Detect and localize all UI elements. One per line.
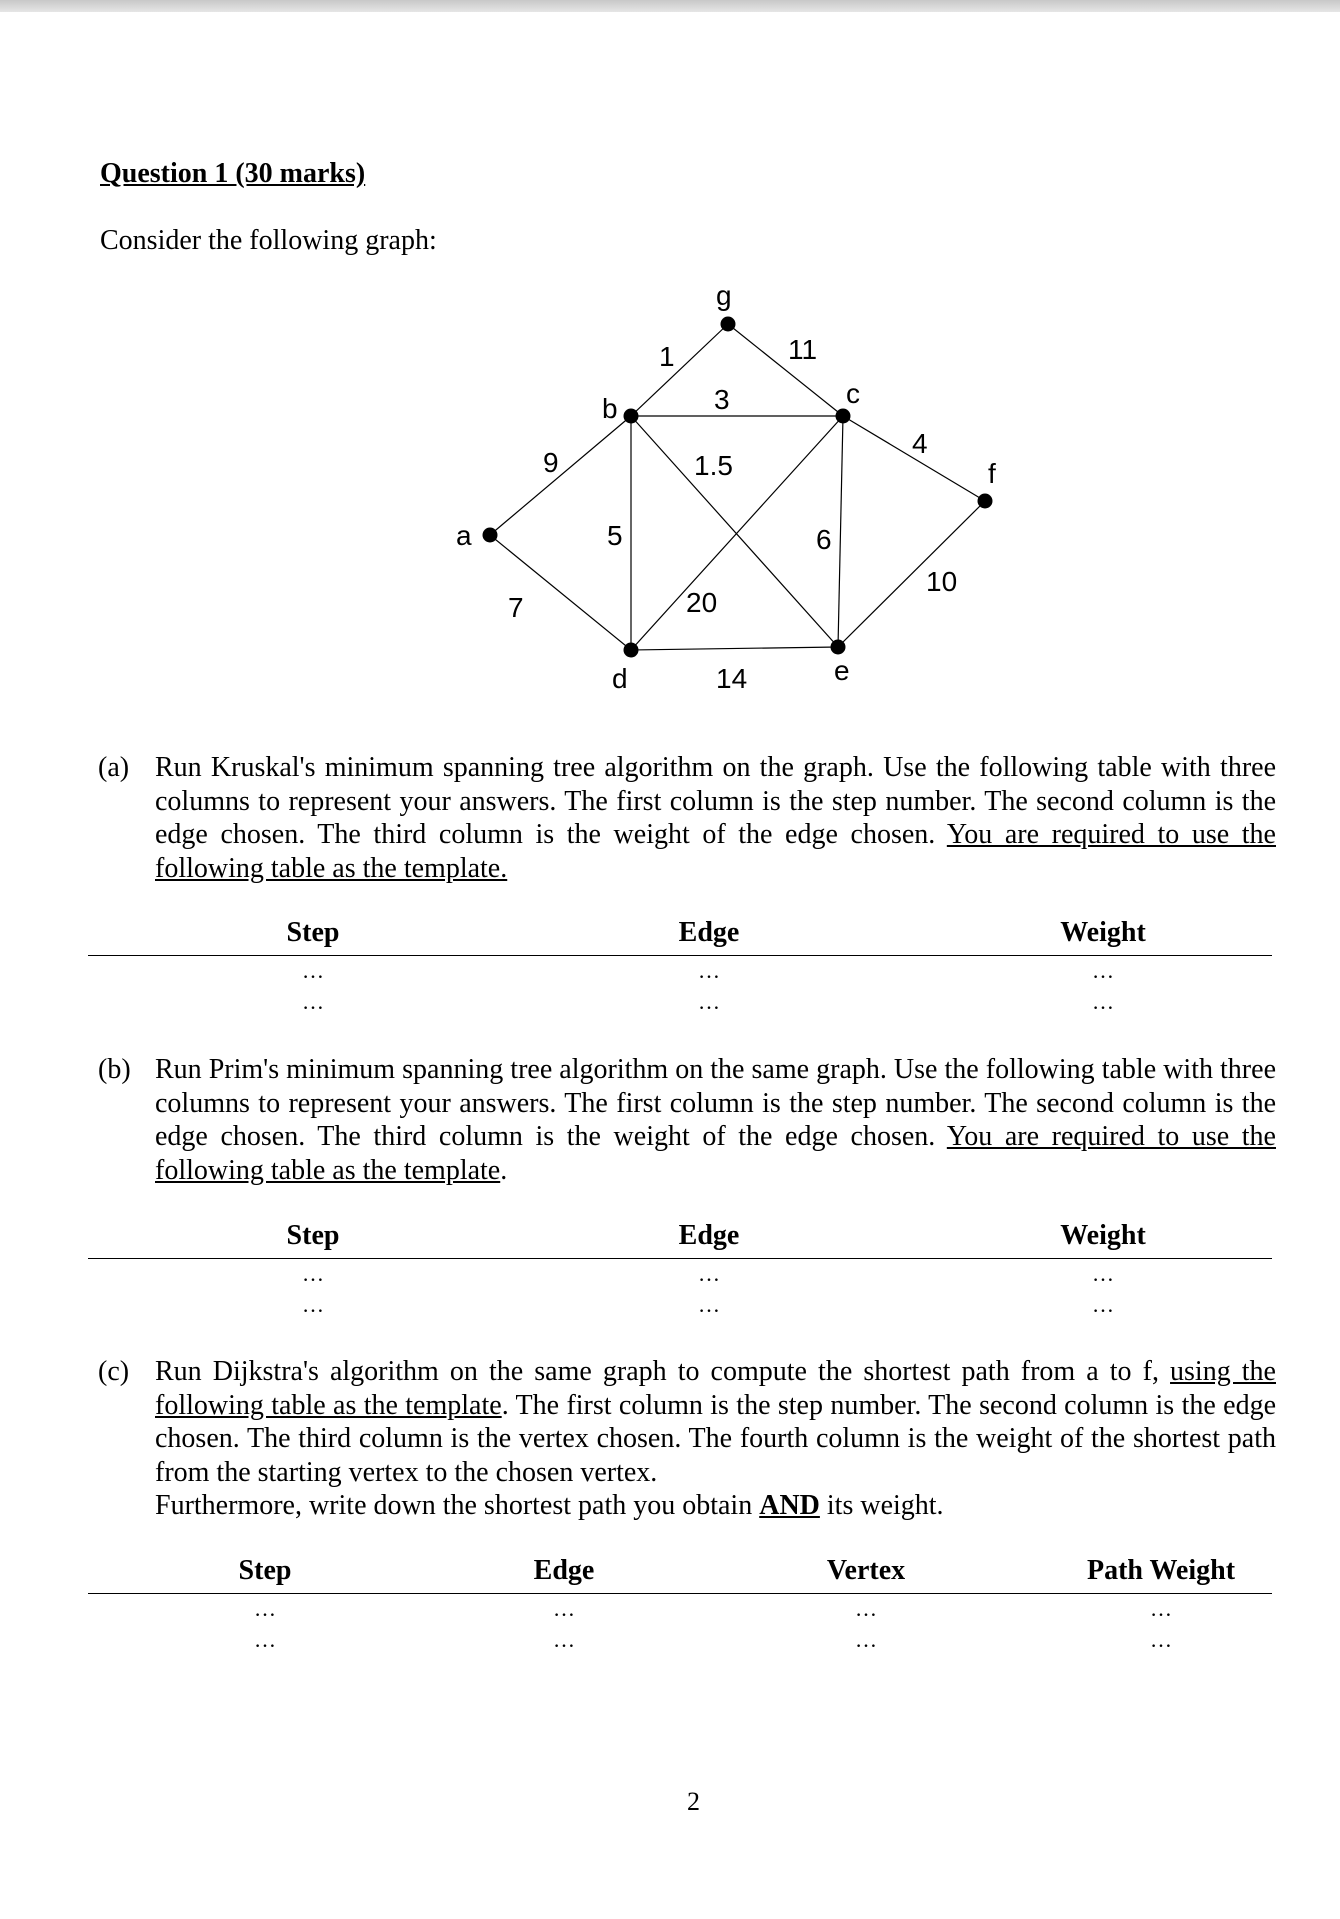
col-edge: Edge [678, 917, 740, 948]
table-header [88, 915, 1272, 956]
part-b-text [155, 1053, 1276, 1187]
part-a-text [155, 751, 1276, 885]
vertex-label-g: g [716, 280, 732, 311]
vertex-e [831, 640, 846, 655]
weight-g-c: 11 [788, 334, 818, 365]
vertex-a [483, 528, 498, 543]
col-weight: Weight [1060, 1220, 1146, 1251]
table-row [88, 1627, 1272, 1658]
cell: … [254, 1627, 276, 1652]
cell: … [1092, 958, 1114, 983]
part-c-body1: Run Dijkstra's algorithm on the same graph to compute the shortest path from a to f, [155, 1356, 1171, 1387]
cell: … [698, 989, 720, 1014]
graph-diagram [0, 0, 1340, 720]
col-vertex: Vertex [826, 1555, 906, 1586]
cell: … [302, 989, 324, 1014]
cell: … [302, 1261, 324, 1286]
part-b-tail: . [500, 1154, 508, 1186]
weight-b-c: 3 [714, 384, 730, 415]
graph-vertices [483, 317, 993, 658]
cell: … [302, 958, 324, 983]
part-c [98, 1355, 1276, 1523]
part-c-line2-post: its weight. [819, 1490, 944, 1521]
intro-text: Consider the following graph: [100, 225, 437, 256]
cell: … [302, 1292, 324, 1317]
weight-b-d: 5 [607, 520, 623, 551]
graph-edges [490, 324, 985, 650]
table-row [88, 989, 1272, 1020]
col-step: Step [286, 917, 340, 948]
page-number: 2 [687, 1787, 700, 1816]
part-a-label: (a) [98, 752, 130, 783]
weight-e-f: 10 [926, 566, 958, 597]
edge-g-c [728, 324, 843, 416]
weight-a-d: 7 [508, 592, 524, 623]
edge-e-f [838, 501, 985, 647]
vertex-b [624, 409, 639, 424]
part-a-body: Run Kruskal's minimum spanning tree algorithm on the graph. Use the following table with three columns to represent your answers. The first column is the step number. The second column is the edge chosen. The third column is the weight of the edge chosen. [155, 752, 1276, 850]
part-c-and: AND [759, 1490, 820, 1521]
col-edge: Edge [533, 1555, 595, 1586]
part-c-line2-pre: Furthermore, write down the shortest path you obtain [155, 1490, 760, 1521]
col-step: Step [238, 1555, 292, 1586]
cell: … [698, 1292, 720, 1317]
part-c-body2: . The first column is the step number. The second column is the edge chosen. The third column is the vertex chosen. The fourth column is the weight of the shortest path from the starting vertex to the chosen vertex. [155, 1389, 1276, 1488]
vertex-d [624, 643, 639, 658]
part-c-label: (c) [98, 1356, 130, 1387]
vertex-label-f: f [988, 458, 996, 489]
kruskal-table [88, 915, 1272, 1020]
col-path-weight: Path Weight [1086, 1555, 1236, 1586]
weight-a-b: 9 [543, 447, 559, 478]
edge-d-e [631, 647, 838, 650]
weight-d-e: 14 [716, 663, 748, 694]
edge-weights [508, 334, 957, 694]
weight-d-c: 20 [686, 587, 718, 618]
table-row [88, 1292, 1272, 1323]
cell: … [1150, 1627, 1172, 1652]
table-row [88, 1261, 1272, 1292]
part-c-line2 [155, 1489, 1276, 1523]
vertex-g [721, 317, 736, 332]
col-weight: Weight [1060, 917, 1146, 948]
cell: … [855, 1627, 877, 1652]
weight-c-e: 6 [816, 524, 832, 555]
question-heading: Question 1 (30 marks) [100, 158, 366, 189]
vertex-c [836, 409, 851, 424]
prim-table [88, 1218, 1272, 1323]
cell: … [1092, 989, 1114, 1014]
col-step: Step [286, 1220, 340, 1251]
cell: … [553, 1596, 575, 1621]
vertex-label-d: d [612, 663, 628, 694]
part-a-underlined: You are required to use the following table as the template. [155, 819, 1276, 884]
cell: … [553, 1627, 575, 1652]
cell: … [698, 1261, 720, 1286]
cell: … [1092, 1261, 1114, 1286]
weight-b-e: 1.5 [694, 450, 733, 481]
table-row [88, 1596, 1272, 1627]
dijkstra-table [88, 1553, 1272, 1658]
table-header [88, 1218, 1272, 1259]
col-edge: Edge [678, 1220, 740, 1251]
vertex-label-a: a [456, 520, 472, 551]
cell: … [1150, 1596, 1172, 1621]
part-b [98, 1053, 1276, 1187]
part-b-body: Run Prim's minimum spanning tree algorithm on the same graph. Use the following table with three columns to represent your answers. The first column is the step number. The second column is the edge chosen. The third column is the weight of the edge chosen. [155, 1054, 1276, 1152]
vertex-label-b: b [602, 393, 618, 424]
weight-c-f: 4 [912, 428, 928, 459]
vertex-labels [456, 280, 996, 694]
part-c-underlined: using the following table as the template [155, 1356, 1276, 1421]
part-c-text [155, 1355, 1276, 1489]
vertex-label-e: e [834, 655, 850, 686]
part-a [98, 751, 1276, 885]
cell: … [254, 1596, 276, 1621]
part-b-label: (b) [98, 1054, 131, 1085]
table-row [88, 958, 1272, 989]
vertex-label-c: c [846, 378, 860, 409]
edge-c-e [838, 416, 843, 647]
edge-a-b [490, 416, 631, 535]
edge-b-e [631, 416, 838, 647]
cell: … [698, 958, 720, 983]
weight-b-g: 1 [659, 341, 675, 372]
part-b-underlined: You are required to use the following table as the template [155, 1121, 1276, 1186]
cell: … [1092, 1292, 1114, 1317]
table-header [88, 1553, 1272, 1594]
vertex-f [978, 494, 993, 509]
cell: … [855, 1596, 877, 1621]
